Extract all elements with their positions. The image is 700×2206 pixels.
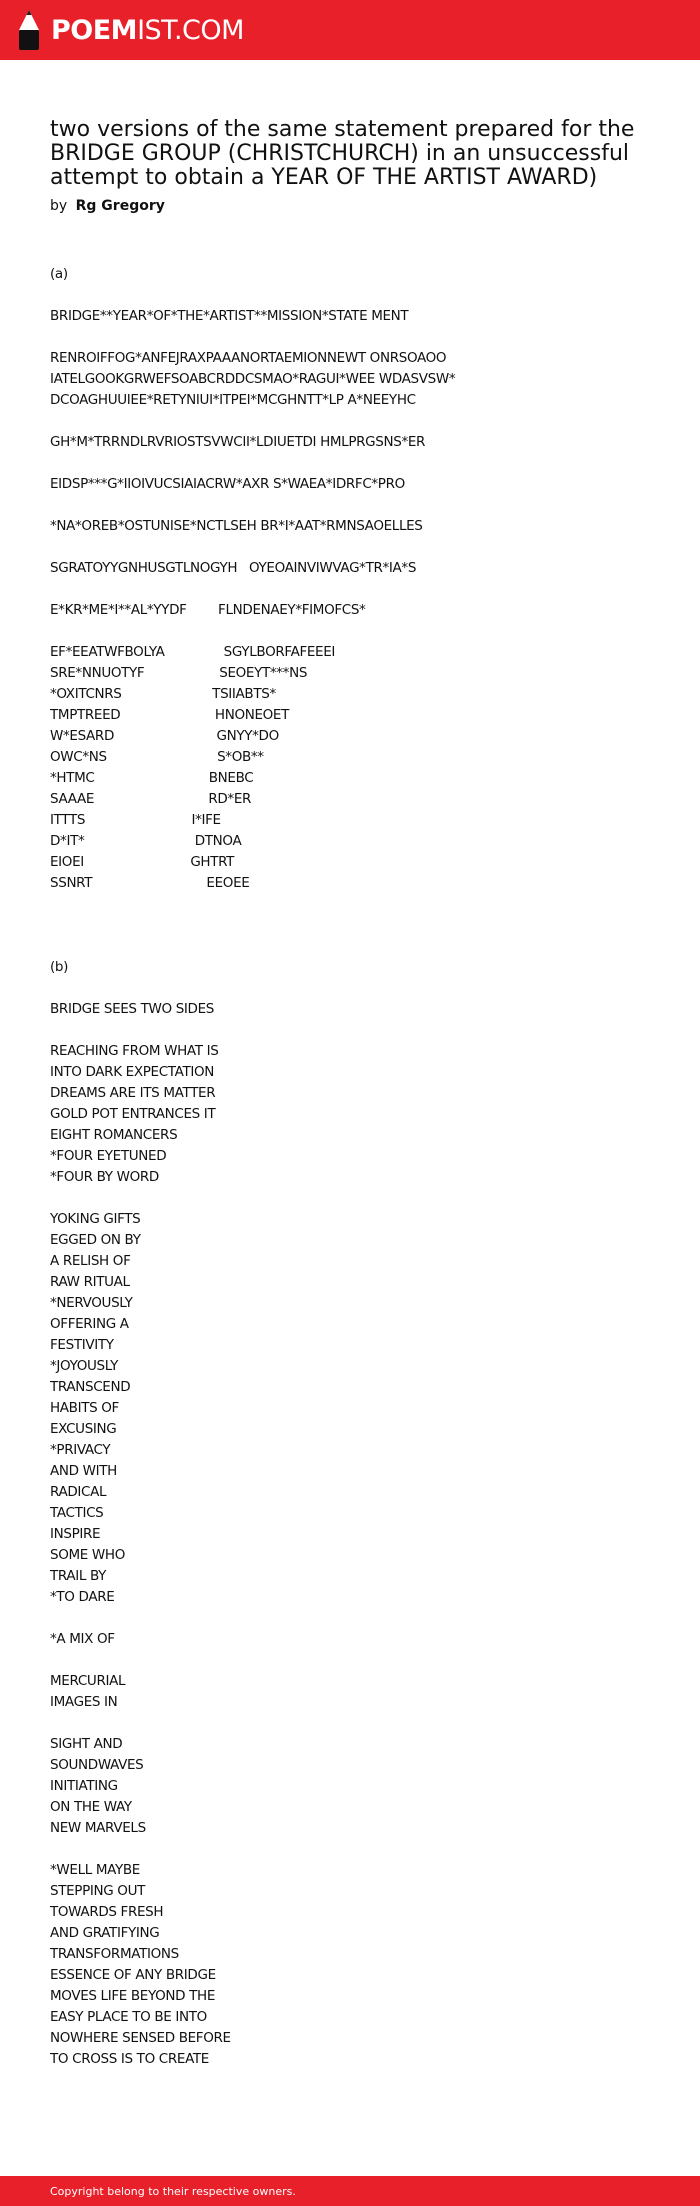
by-label: by xyxy=(50,198,68,214)
site-footer xyxy=(0,2176,700,2206)
site-header xyxy=(0,0,700,60)
logo-text-bold: POEM xyxy=(51,14,138,46)
copyright-text: Copyright belong to their respective owners. xyxy=(50,2184,296,2198)
poem-body: (a) BRIDGE**YEAR*OF*THE*ARTIST**MISSION*STATE MENT RENROIFFOG*ANFEJRAXPAAANORTAEMIONNEWT ONRSOAOO IATELGOOKGRWEFSOABCRDDCSMAO*RAGUI*WEE WDASVSW* DCOAGHUUIEE*RETYNIUI*ITPEI*MCGHNTT*LP A*NEEYHC GH*M*TRRNDLRVRIOSTSVWCII*LDIUETDI HMLPRGSNS*ER EIDSP***G*IIOIVUCSIAIACRW*AXR S*WAEA*IDRFC*PRO *NA*OREB*OSTUNISE*NCTLSEH BR*I*AAT*RMNSAOELLES SGRATOYYGNHUSGTLNOGYH OYEOAINVIWVAG*TR*IA*S E*KR*ME*I**AL*YYDF FLNDENAEY*FIMOFCS* EF*EEATWFBOLYA SGYLBORFAFEEEI SRE*NNUOTYF SEOEYT***NS *OXITCNRS TSIIABTS* TMPTREED HNONEOET W*ESARD GNYY*DO OWC*NS S*OB** *HTMC BNEBC SAAAE RD*ER ITTTS I*IFE D*IT* DTNOA EIOEI GHTRT SSNRT EEOEE (b) BRIDGE SEES TWO SIDES REACHING FROM WHAT IS INTO DARK EXPECTATION DREAMS ARE ITS MATTER GOLD POT ENTRANCES IT EIGHT ROMANCERS *FOUR EYETUNED *FOUR BY WORD YOKING GIFTS EGGED ON BY A RELISH OF RAW RITUAL *NERVOUSLY OFFERING A FESTIVITY *JOYOUSLY TRANSCEND HABITS OF EXCUSING *PRIVACY AND WITH RADICAL TACTICS INSPIRE SOME WHO TRAIL BY *TO DARE *A MIX OF MERCURIAL IMAGES IN SIGHT AND SOUNDWAVES INITIATING ON THE WAY NEW MARVELS *WELL MAYBE STEPPING OUT TOWARDS FRESH AND GRATIFYING TRANSFORMATIONS ESSENCE OF ANY BRIDGE MOVES LIFE BEYOND THE EASY PLACE TO BE INTO NOWHERE SENSED BEFORE TO CROSS IS TO CREATE xyxy=(50,266,456,2067)
author-link[interactable]: Rg Gregory xyxy=(75,198,165,214)
pencil-tip-icon xyxy=(17,9,41,51)
poem-byline xyxy=(50,196,650,216)
poem-title: two versions of the same statement prepared for the BRIDGE GROUP (CHRISTCHURCH) in an unsuccessful attempt to obtain a YEAR OF THE ARTIST AWARD) xyxy=(50,117,635,190)
site-logo[interactable] xyxy=(17,9,244,51)
poem-container xyxy=(50,118,650,2070)
site-logo-text xyxy=(51,14,244,46)
logo-text-light: IST.COM xyxy=(137,14,244,46)
